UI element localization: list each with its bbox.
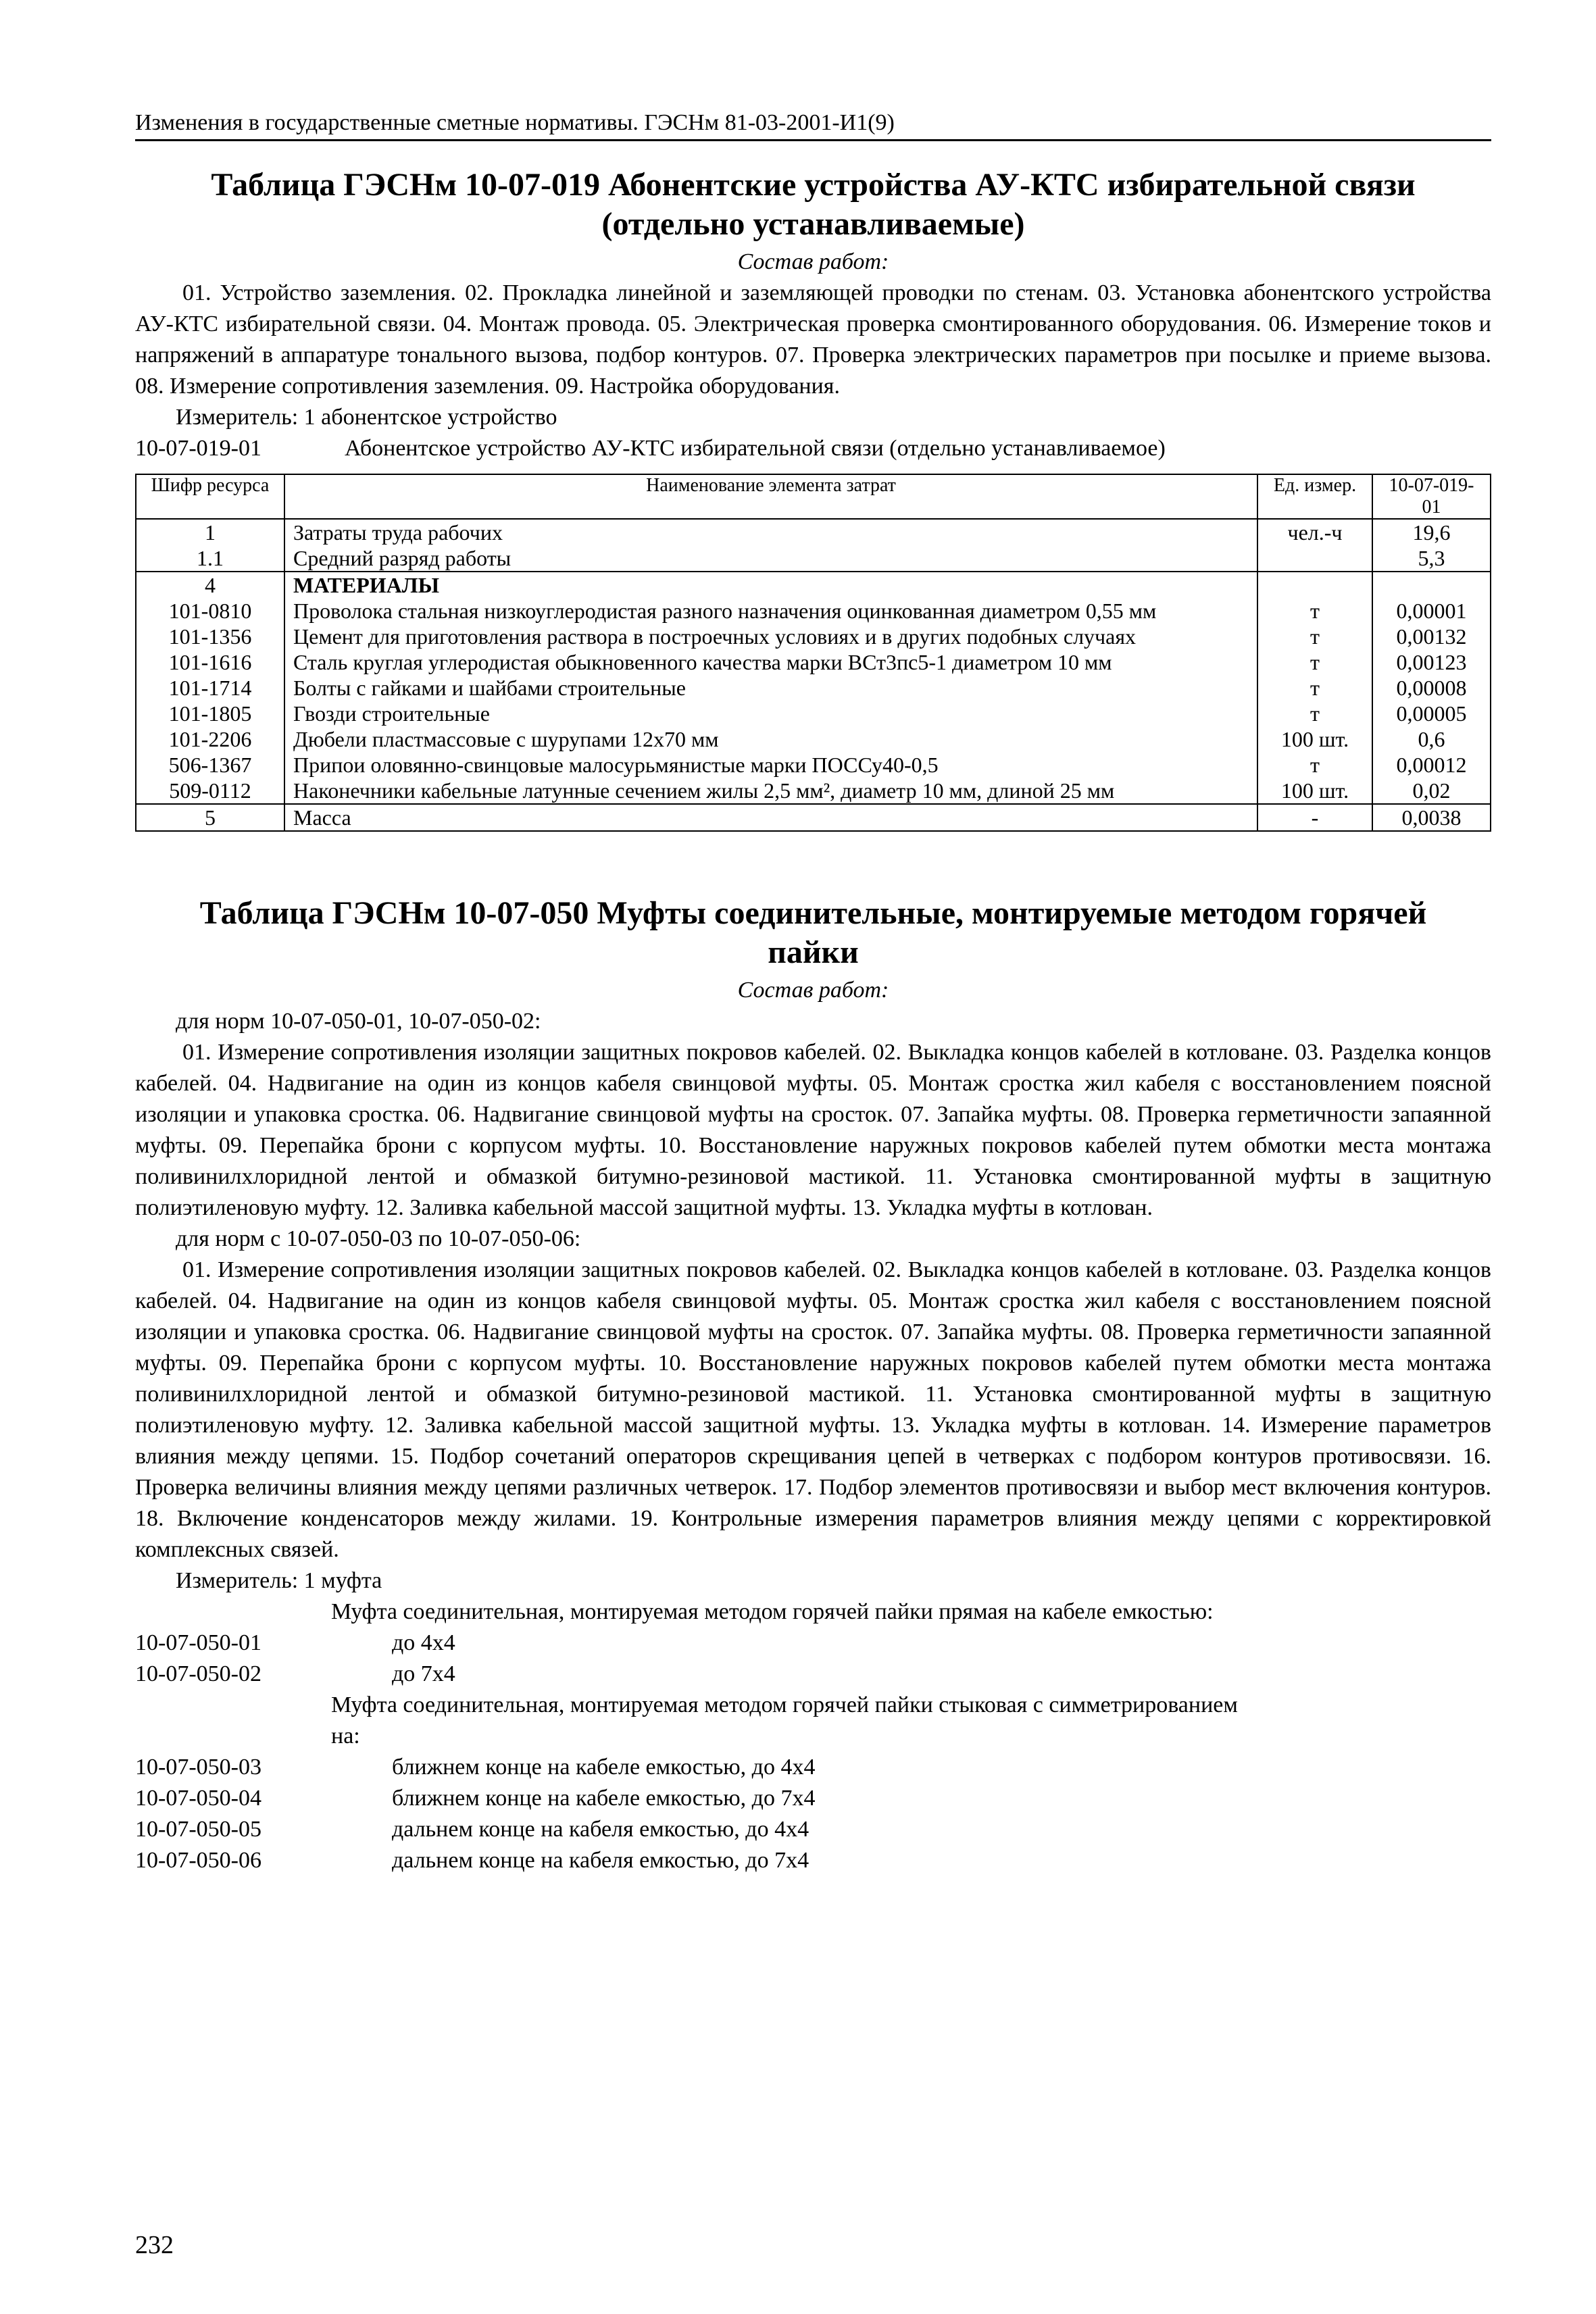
row-name: Болты с гайками и шайбами строительные: [284, 675, 1257, 701]
row-code: 101-2206: [136, 726, 284, 752]
item-code: 10-07-050-05: [135, 1817, 261, 1842]
row-code: 506-1367: [136, 752, 284, 778]
header-name: Наименование элемента затрат: [284, 474, 1257, 519]
table-row: [136, 572, 1491, 598]
row-name: Проволока стальная низкоуглеродистая разного назначения оцинкованная диаметром 0,55 мм: [284, 598, 1257, 624]
page-number: 232: [135, 2231, 174, 2259]
row-value: 0,00005: [1372, 701, 1491, 726]
section1-title-line2: (отдельно устанавливаемые): [601, 206, 1025, 242]
section2-works-heading: Состав работ:: [737, 978, 889, 1003]
table-row: [136, 675, 1491, 701]
section2-title: [135, 894, 1491, 972]
list-item: [135, 1659, 1491, 1690]
row-name: Затраты труда рабочих: [284, 519, 1257, 545]
header-unit: Ед. измер.: [1257, 474, 1372, 519]
item-name: ближнем конце на кабеле емкостью, до 4х4: [392, 1755, 816, 1780]
group2-heading-line1: Муфта соединительная, монтируемая методом горячей пайки стыковая с симметрированием: [331, 1692, 1238, 1717]
section1-works-text: 01. Устройство заземления. 02. Прокладка линейной и заземляющей проводки по стенам. 03. Установка абонентского устройства АУ-КТС избирательной связи. 04. Монтаж провода. 05. Электрическая проверка смонтированного оборудования. 06. Измерение токов и напряжений в аппаратуре тонального вызова, подбор контуров. 07. Проверка электрических параметров при посылке и приеме вызова. 08. Измерение сопротивления заземления. 09. Настройка оборудования.: [135, 280, 1491, 399]
section1-title-line1: Таблица ГЭСНм 10-07-019 Абонентские устройства АУ-КТС избирательной связи: [211, 167, 1416, 203]
row-unit: т: [1257, 701, 1372, 726]
row-unit: т: [1257, 649, 1372, 675]
section2-for-norms-1: для норм 10-07-050-01, 10-07-050-02:: [176, 1009, 541, 1034]
running-header: Изменения в государственные сметные нормативы. ГЭСНм 81-03-2001-И1(9): [135, 108, 1491, 141]
table-row: [136, 545, 1491, 572]
row-unit: [1257, 572, 1372, 598]
row-value: 0,00008: [1372, 675, 1491, 701]
row-name: МАТЕРИАЛЫ: [284, 572, 1257, 598]
header-code: Шифр ресурса: [136, 474, 284, 519]
table-row: [136, 804, 1491, 831]
row-code: 509-0112: [136, 778, 284, 804]
row-unit: т: [1257, 624, 1372, 649]
row-unit: -: [1257, 804, 1372, 831]
norm-name: Абонентское устройство АУ-КТС избирательной связи (отдельно устанавливаемое): [345, 436, 1166, 461]
row-name: Дюбели пластмассовые с шурупами 12х70 мм: [284, 726, 1257, 752]
list-item: [135, 1845, 1491, 1876]
row-unit: чел.-ч: [1257, 519, 1372, 545]
group2-heading: [135, 1690, 1491, 1752]
section2-title-line2: пайки: [768, 934, 859, 970]
item-code: 10-07-050-03: [135, 1755, 261, 1780]
item-name: дальнем конце на кабеля емкостью, до 7х4: [392, 1848, 809, 1873]
section1-title: [135, 166, 1491, 244]
table-row: [136, 778, 1491, 804]
list-item: [135, 1814, 1491, 1845]
row-value: 0,02: [1372, 778, 1491, 804]
norm-code: 10-07-019-01: [135, 436, 261, 461]
item-code: 10-07-050-04: [135, 1786, 261, 1811]
list-item: [135, 1752, 1491, 1783]
table-header-row: [136, 474, 1491, 519]
row-code: 101-1805: [136, 701, 284, 726]
row-value: 0,00132: [1372, 624, 1491, 649]
row-name: Припои оловянно-свинцовые малосурьмянистые марки ПОССу40-0,5: [284, 752, 1257, 778]
table-row: [136, 726, 1491, 752]
row-value: 0,00012: [1372, 752, 1491, 778]
row-code: 101-1714: [136, 675, 284, 701]
item-name: ближнем конце на кабеле емкостью, до 7х4: [392, 1786, 816, 1811]
row-name: Масса: [284, 804, 1257, 831]
resources-table: [135, 474, 1491, 832]
item-code: 10-07-050-02: [135, 1661, 261, 1686]
table-row: [136, 752, 1491, 778]
row-value: 0,6: [1372, 726, 1491, 752]
row-value: 5,3: [1372, 545, 1491, 572]
list-item: [135, 1783, 1491, 1814]
table-row: [136, 701, 1491, 726]
row-unit: т: [1257, 598, 1372, 624]
row-name: Сталь круглая углеродистая обыкновенного качества марки ВСт3пс5-1 диаметром 10 мм: [284, 649, 1257, 675]
item-code: 10-07-050-01: [135, 1630, 261, 1655]
row-name: Средний разряд работы: [284, 545, 1257, 572]
row-value: 0,0038: [1372, 804, 1491, 831]
row-unit: 100 шт.: [1257, 778, 1372, 804]
table-row: [136, 649, 1491, 675]
group2-heading-line2: на:: [331, 1724, 360, 1749]
row-code: 101-1356: [136, 624, 284, 649]
section1-norm-line: [135, 433, 1491, 464]
section2-works-text-1: 01. Измерение сопротивления изоляции защитных покровов кабелей. 02. Выкладка концов кабелей в котловане. 03. Разделка концов кабелей. 04. Надвигание на один из концов кабеля свинцовой муфты. 05. Монтаж сростка жил кабеля с восстановлением поясной изоляции и упаковка сростка. 06. Надвигание свинцовой муфты на сросток. 07. Запайка муфты. 08. Проверка герметичности запаянной муфты. 09. Перепайка брони с корпусом муфты. 10. Восстановление наружных покровов кабелей путем обмотки места монтажа поливинилхлоридной лентой и обмазкой битумно-резиновой мастикой. 11. Установка смонтированной муфты в защитную полиэтиленовую муфту. 12. Заливка кабельной массой защитной муфты. 13. Укладка муфты в котлован.: [135, 1040, 1491, 1220]
row-value: 0,00001: [1372, 598, 1491, 624]
header-value: 10-07-019-01: [1372, 474, 1491, 519]
table-row: [136, 624, 1491, 649]
row-name: Наконечники кабельные латунные сечением жилы 2,5 мм², диаметр 10 мм, длиной 25 мм: [284, 778, 1257, 804]
item-name: до 7х4: [392, 1661, 455, 1686]
row-value: 19,6: [1372, 519, 1491, 545]
row-code: 101-1616: [136, 649, 284, 675]
section2-for-norms-2: для норм с 10-07-050-03 по 10-07-050-06:: [176, 1226, 581, 1251]
section1-measure: Измеритель: 1 абонентское устройство: [176, 405, 557, 430]
section2-title-line1: Таблица ГЭСНм 10-07-050 Муфты соединительные, монтируемые методом горячей: [199, 895, 1427, 931]
table-row: [136, 598, 1491, 624]
row-code: 5: [136, 804, 284, 831]
section2-measure: Измеритель: 1 муфта: [176, 1568, 382, 1593]
item-name: дальнем конце на кабеля емкостью, до 4х4: [392, 1817, 809, 1842]
table-row: [136, 519, 1491, 545]
section2-works-text-2: 01. Измерение сопротивления изоляции защитных покровов кабелей. 02. Выкладка концов кабелей в котловане. 03. Разделка концов кабелей. 04. Надвигание на один из концов кабеля свинцовой муфты. 05. Монтаж сростка жил кабеля с восстановлением поясной изоляции и упаковка сростка. 06. Надвигание свинцовой муфты на сросток. 07. Запайка муфты. 08. Проверка герметичности запаянной муфты. 09. Перепайка брони с корпусом муфты. 10. Восстановление наружных покровов кабелей путем обмотки места монтажа поливинилхлоридной лентой и обмазкой битумно-резиновой мастикой. 11. Установка смонтированной муфты в защитную полиэтиленовую муфту. 12. Заливка кабельной массой защитной муфты. 13. Укладка муфты в котлован. 14. Измерение параметров влияния между цепями. 15. Подбор сочетаний операторов скрещивания цепей в четверках с подбором контуров противосвязи. 16. Проверка величины влияния между цепями различных четверок. 17. Подбор элементов противосвязи и выбор мест включения контуров. 18. Включение конденсаторов между жилами. 19. Контрольные измерения параметров влияния между цепями с корректировкой комплексных связей.: [135, 1257, 1491, 1562]
item-name: до 4х4: [392, 1630, 455, 1655]
row-unit: [1257, 545, 1372, 572]
row-code: 1.1: [136, 545, 284, 572]
row-code: 4: [136, 572, 284, 598]
row-value: 0,00123: [1372, 649, 1491, 675]
row-name: Гвозди строительные: [284, 701, 1257, 726]
row-unit: т: [1257, 752, 1372, 778]
item-code: 10-07-050-06: [135, 1848, 261, 1873]
row-code: 101-0810: [136, 598, 284, 624]
row-unit: т: [1257, 675, 1372, 701]
group1-heading: Муфта соединительная, монтируемая методом горячей пайки прямая на кабеле емкостью:: [331, 1599, 1214, 1624]
section1-works-heading: Состав работ:: [737, 249, 889, 274]
row-value: [1372, 572, 1491, 598]
list-item: [135, 1628, 1491, 1659]
row-unit: 100 шт.: [1257, 726, 1372, 752]
row-name: Цемент для приготовления раствора в построечных условиях и в других подобных случаях: [284, 624, 1257, 649]
row-code: 1: [136, 519, 284, 545]
